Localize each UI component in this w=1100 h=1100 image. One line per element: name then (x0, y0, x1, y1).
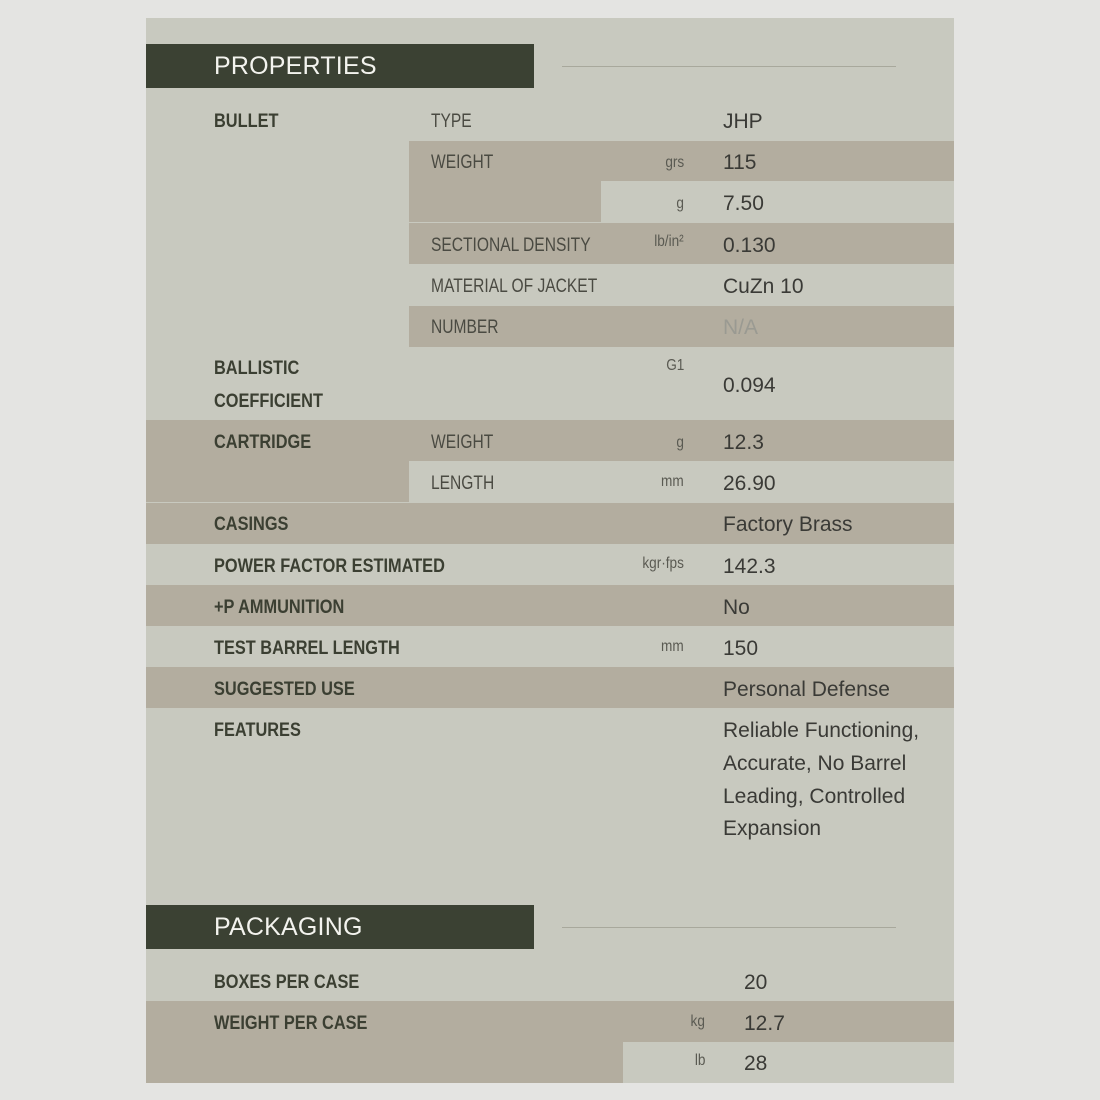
barrel-length-label: TEST BARREL LENGTH (214, 638, 400, 659)
casings-value: Factory Brass (723, 513, 853, 536)
number-label: NUMBER (431, 317, 499, 338)
packaging-header: PACKAGING (146, 905, 534, 949)
bullet-weight-unit-grs: grs (665, 154, 684, 171)
properties-header-rule (562, 66, 896, 67)
ballistic-label-line2: COEFFICIENT (214, 391, 323, 412)
cartridge-weight-value: 12.3 (723, 431, 764, 454)
ballistic-label-line1: BALLISTIC (214, 358, 300, 379)
power-factor-label: POWER FACTOR ESTIMATED (214, 556, 445, 577)
boxes-per-case-value: 20 (744, 971, 768, 994)
weight-per-case-label: WEIGHT PER CASE (214, 1013, 368, 1034)
weight-per-case-value-lb: 28 (744, 1052, 768, 1075)
number-value: N/A (723, 316, 759, 339)
band-cartridge-left (146, 461, 409, 502)
cartridge-length-label: LENGTH (431, 473, 495, 494)
suggested-use-label: SUGGESTED USE (214, 679, 355, 700)
ballistic-value: 0.094 (723, 374, 776, 397)
cartridge-weight-label: WEIGHT (431, 432, 494, 453)
bullet-weight-unit-g: g (676, 195, 684, 212)
jacket-material-value: CuZn 10 (723, 275, 804, 298)
bullet-weight-label: WEIGHT (431, 152, 494, 173)
bullet-label: BULLET (214, 111, 279, 132)
boxes-per-case-label: BOXES PER CASE (214, 972, 360, 993)
packaging-header-rule (562, 927, 896, 928)
weight-per-case-unit-lb: lb (694, 1052, 705, 1069)
specs-card (146, 18, 954, 1083)
features-value: Reliable Functioning, Accurate, No Barrel Leading, Controlled Expansion (723, 719, 920, 841)
properties-header: PROPERTIES (146, 44, 534, 88)
power-factor-value: 142.3 (723, 555, 776, 578)
cartridge-weight-unit: g (676, 434, 684, 451)
power-factor-unit: kgr·fps (642, 555, 684, 572)
band-weight-g-left (409, 181, 601, 222)
casings-label: CASINGS (214, 514, 289, 535)
features-label: FEATURES (214, 720, 301, 741)
band-weight-per-case-left (146, 1042, 623, 1083)
weight-per-case-value-kg: 12.7 (744, 1012, 785, 1035)
bullet-type-label: TYPE (431, 111, 472, 132)
cartridge-label: CARTRIDGE (214, 432, 312, 453)
cartridge-length-value: 26.90 (723, 472, 776, 495)
sectional-density-unit: lb/in² (654, 233, 684, 250)
jacket-material-label: MATERIAL OF JACKET (431, 276, 598, 297)
barrel-length-unit: mm (661, 638, 684, 655)
sectional-density-value: 0.130 (723, 234, 776, 257)
weight-per-case-unit-kg: kg (690, 1013, 705, 1030)
bullet-type-value: JHP (723, 110, 763, 133)
ballistic-unit: G1 (665, 357, 684, 374)
bullet-weight-value-g: 7.50 (723, 192, 764, 215)
bullet-weight-value-grs: 115 (723, 151, 757, 174)
cartridge-length-unit: mm (661, 473, 684, 490)
suggested-use-value: Personal Defense (723, 678, 890, 701)
barrel-length-value: 150 (723, 637, 759, 660)
sectional-density-label: SECTIONAL DENSITY (431, 235, 591, 256)
plus-p-value: No (723, 596, 750, 619)
plus-p-label: +P AMMUNITION (214, 597, 345, 618)
